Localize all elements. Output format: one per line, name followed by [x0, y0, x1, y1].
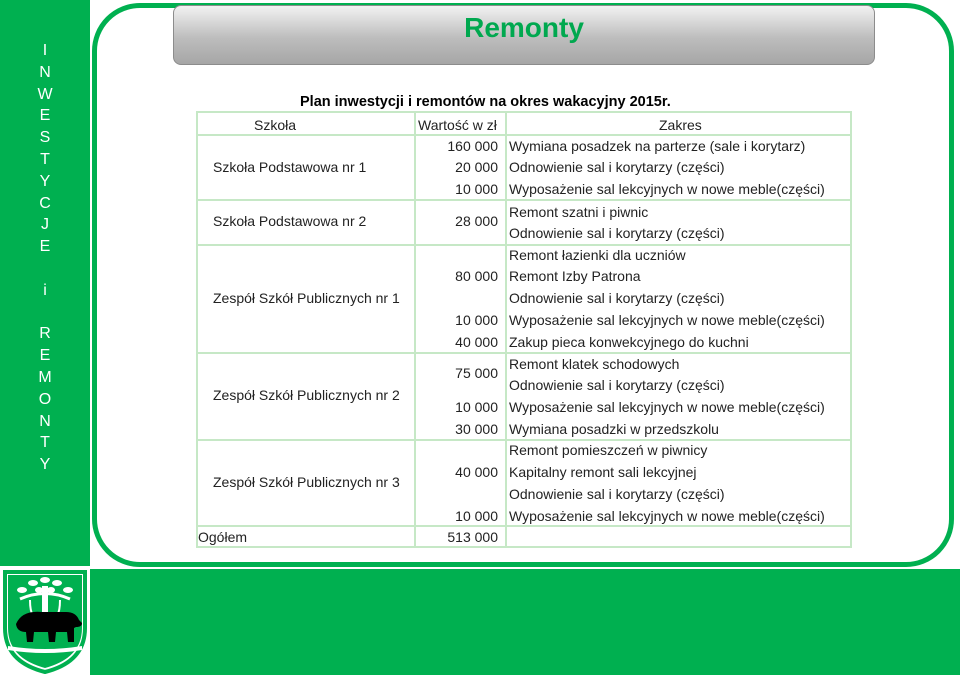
scope-cell: Odnowienie sal i korytarzy (części) [509, 159, 725, 175]
caption-letter: E [39, 107, 51, 125]
scope-cell: Wyposażenie sal lekcyjnych w nowe meble(części) [509, 508, 825, 524]
caption-letter: Y [39, 456, 51, 474]
school-name: Szkoła Podstawowa nr 1 [213, 159, 367, 175]
total-value: 513 000 [447, 529, 498, 545]
scope-cell: Odnowienie sal i korytarzy (części) [509, 225, 725, 241]
value-cell: 80 000 [455, 268, 498, 284]
header-value: Wartość w zł [418, 117, 497, 133]
value-cell: 10 000 [455, 399, 498, 415]
caption-letter: S [39, 129, 51, 147]
scope-cell: Odnowienie sal i korytarzy (części) [509, 486, 725, 502]
caption-letter: T [40, 434, 50, 452]
caption-letter: J [41, 216, 49, 234]
value-cell: 75 000 [455, 365, 498, 381]
caption-letter: N [39, 63, 51, 81]
value-cell: 10 000 [455, 508, 498, 524]
caption-letter: I [42, 42, 48, 59]
grid-line [196, 111, 198, 548]
grid-line [196, 525, 852, 527]
school-name: Zespół Szkół Publicznych nr 3 [213, 474, 400, 490]
grid-line [196, 134, 852, 136]
caption-letter: R [39, 325, 51, 343]
value-cell: 40 000 [455, 464, 498, 480]
caption-letter: E [39, 238, 51, 256]
crest-icon [0, 566, 90, 675]
coat-of-arms [0, 566, 90, 675]
value-cell: 10 000 [455, 312, 498, 328]
caption-letter: i [43, 281, 47, 299]
caption-letter: N [39, 412, 51, 430]
scope-cell: Remont łazienki dla uczniów [509, 247, 686, 263]
grid-line [505, 111, 507, 548]
scope-cell: Wymiana posadzki w przedszkolu [509, 421, 719, 437]
value-cell: 20 000 [455, 159, 498, 175]
scope-cell: Remont szatni i piwnic [509, 204, 649, 220]
grid-line [850, 111, 852, 548]
grid-line [196, 352, 852, 354]
header-scope: Zakres [659, 117, 702, 133]
caption-letter: W [37, 85, 53, 103]
scope-cell: Remont Izby Patrona [509, 268, 641, 284]
left-sidebar [0, 0, 90, 566]
school-name: Szkoła Podstawowa nr 2 [213, 213, 367, 229]
scope-cell: Wymiana posadzek na parterze (sale i korytarz) [509, 138, 806, 154]
scope-cell: Kapitalny remont sali lekcyjnej [509, 464, 697, 480]
scope-cell: Odnowienie sal i korytarzy (części) [509, 377, 725, 393]
value-cell: 10 000 [455, 181, 498, 197]
caption-letter [0, 258, 90, 280]
caption-letter: C [39, 194, 51, 212]
caption-letter: E [39, 347, 51, 365]
value-cell: 28 000 [455, 213, 498, 229]
school-name: Zespół Szkół Publicznych nr 1 [213, 290, 400, 306]
table-title: Plan inwestycji i remontów na okres wakacyjny 2015r. [300, 94, 671, 110]
grid-line [414, 111, 416, 548]
scope-cell: Wyposażenie sal lekcyjnych w nowe meble(części) [509, 399, 825, 415]
value-cell: 160 000 [447, 138, 498, 154]
caption-letter: Y [39, 172, 51, 190]
scope-cell: Remont klatek schodowych [509, 356, 680, 372]
caption-letter [0, 302, 90, 324]
vertical-caption [0, 40, 90, 476]
caption-letter: O [38, 390, 52, 408]
total-label: Ogółem [198, 529, 248, 545]
grid-line [196, 199, 852, 201]
value-cell: 30 000 [455, 421, 498, 437]
caption-letter: M [38, 368, 52, 386]
scope-cell: Odnowienie sal i korytarzy (części) [509, 290, 725, 306]
grid-line [196, 546, 852, 548]
scope-cell: Wyposażenie sal lekcyjnych w nowe meble(części) [509, 181, 825, 197]
scope-cell: Wyposażenie sal lekcyjnych w nowe meble(części) [509, 312, 825, 328]
scope-cell: Remont pomieszczeń w piwnicy [509, 442, 708, 458]
grid-line [196, 111, 852, 113]
header-school: Szkoła [254, 117, 297, 133]
caption-letter: T [40, 150, 50, 168]
scope-cell: Zakup pieca konwekcyjnego do kuchni [509, 334, 749, 350]
school-name: Zespół Szkół Publicznych nr 2 [213, 387, 400, 403]
value-cell: 40 000 [455, 334, 498, 350]
bottom-bar [90, 569, 960, 675]
page-title: Remonty [464, 12, 584, 43]
